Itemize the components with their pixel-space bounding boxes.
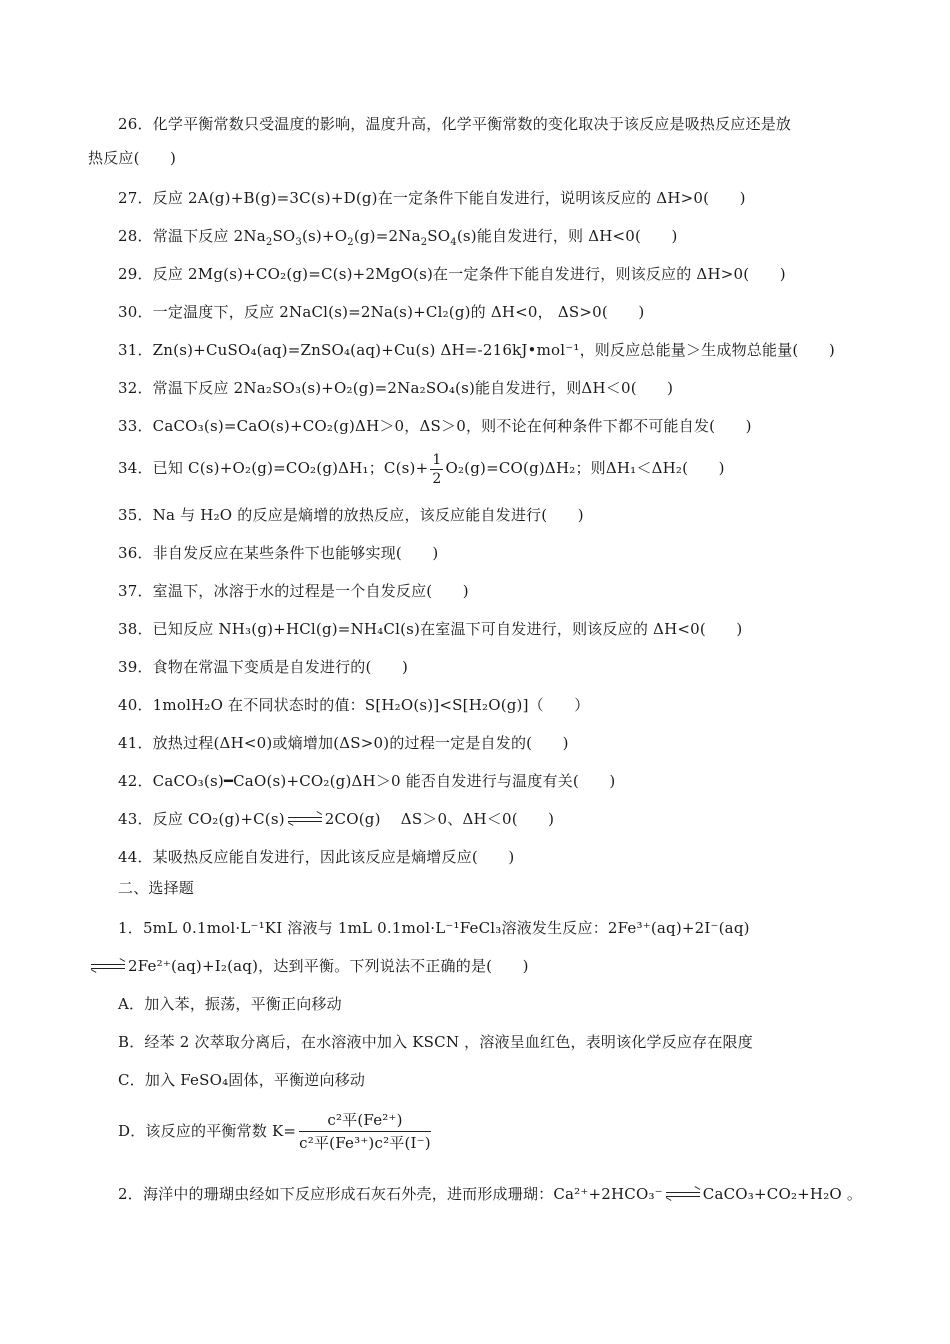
question-39: 39．食物在常温下变质是自发进行的( ): [118, 658, 408, 676]
equilibrium-arrow-icon: [91, 962, 125, 972]
question-43: 43．反应 CO₂(g)+C(s) 2CO(g) ΔS＞0、ΔH＜0( ): [118, 810, 555, 828]
question-41: 41．放热过程(ΔH<0)或熵增加(ΔS>0)的过程一定是自发的( ): [118, 734, 569, 752]
question-36: 36．非自发反应在某些条件下也能够实现( ): [118, 544, 439, 562]
question-28: 28．常温下反应 $2Na_2SO_3(s)+O_2(g)=2Na_2SO_4(s)$能自发进行，则 ΔH<0( ): [118, 227, 678, 248]
question-29: 29．反应 2Mg(s)+CO₂(g)=C(s)+2MgO(s)在一定条件下能自发进行，则该反应的 ΔH>0( ): [118, 265, 786, 283]
question-26-line1: 26．化学平衡常数只受温度的影响，温度升高，化学平衡常数的变化取决于该反应是吸热反应还是放: [118, 115, 792, 133]
question-44: 44．某吸热反应能自发进行，因此该反应是熵增反应( ): [118, 848, 515, 866]
question-27: 27．反应 2A(g)+B(g)=3C(s)+D(g)在一定条件下能自发进行，说明该反应的 ΔH>0( ): [118, 189, 746, 207]
question-35: 35．Na 与 H₂O 的反应是熵增的放热反应，该反应能自发进行( ): [118, 506, 584, 524]
mc-question-2: 2．海洋中的珊瑚虫经如下反应形成石灰石外壳，进而形成珊瑚：Ca²⁺+2HCO₃⁻ CaCO₃+CO₂+H₂O 。: [118, 1185, 863, 1203]
mc-option-b: B．经苯 2 次萃取分离后，在水溶液中加入 KSCN ，溶液呈血红色，表明该化学反应存在限度: [118, 1033, 753, 1051]
question-40: 40．1molH₂O 在不同状态时的值：S[H₂O(s)]<S[H₂O(g)]（ ）: [118, 696, 590, 714]
question-37: 37．室温下，冰溶于水的过程是一个自发反应( ): [118, 582, 469, 600]
mc-option-a: A．加入苯，振荡，平衡正向移动: [118, 995, 342, 1013]
question-33: 33．CaCO₃(s)=CaO(s)+CO₂(g)ΔH＞0，ΔS＞0，则不论在何种条件下都不可能自发( ): [118, 417, 752, 435]
mc-question-1-line1: 1．5mL 0.1mol·L⁻¹KI 溶液与 1mL 0.1mol·L⁻¹FeCl₃溶液发生反应：2Fe³⁺(aq)+2I⁻(aq): [118, 919, 750, 937]
mc-option-d: D．该反应的平衡常数 K= c²平(Fe²⁺) c²平(Fe³⁺)c²平(I⁻): [118, 1111, 431, 1152]
question-30: 30．一定温度下，反应 2NaCl(s)=2Na(s)+Cl₂(g)的 ΔH<0， ΔS>0( ): [118, 303, 645, 321]
question-26-line2: 热反应( ): [88, 149, 177, 167]
question-32: 32．常温下反应 2Na₂SO₃(s)+O₂(g)=2Na₂SO₄(s)能自发进行，则ΔH＜0( ): [118, 379, 674, 397]
fraction-one-half: $\frac{1}{2}$: [432, 451, 442, 487]
mc-question-1-line2: 2Fe²⁺(aq)+I₂(aq)，达到平衡。下列说法不正确的是( ): [88, 956, 529, 976]
equilibrium-constant-fraction: c²平(Fe²⁺) c²平(Fe³⁺)c²平(I⁻): [299, 1111, 431, 1152]
equilibrium-arrow-icon: [288, 815, 322, 825]
section-heading-choice: 二、选择题: [118, 879, 195, 897]
question-42: 42．CaCO₃(s)━CaO(s)+CO₂(g)ΔH＞0 能否自发进行与温度有关( ): [118, 772, 616, 790]
equilibrium-arrow-icon: [666, 1190, 700, 1200]
question-38: 38．已知反应 NH₃(g)+HCl(g)=NH₄Cl(s)在室温下可自发进行，则该反应的 ΔH<0( ): [118, 620, 743, 638]
question-31: 31．Zn(s)+CuSO₄(aq)=ZnSO₄(aq)+Cu(s) ΔH=-216kJ•mol⁻¹，则反应总能量＞生成物总能量( ): [118, 341, 835, 359]
question-34: 34．已知 C(s)+O₂(g)=CO₂(g)ΔH₁；C(s)+ $\frac{1}{2}$ O₂(g)=CO(g)ΔH₂；则ΔH₁＜ΔH₂( ): [118, 451, 725, 487]
mc-option-c: C．加入 FeSO₄固体，平衡逆向移动: [118, 1071, 366, 1089]
